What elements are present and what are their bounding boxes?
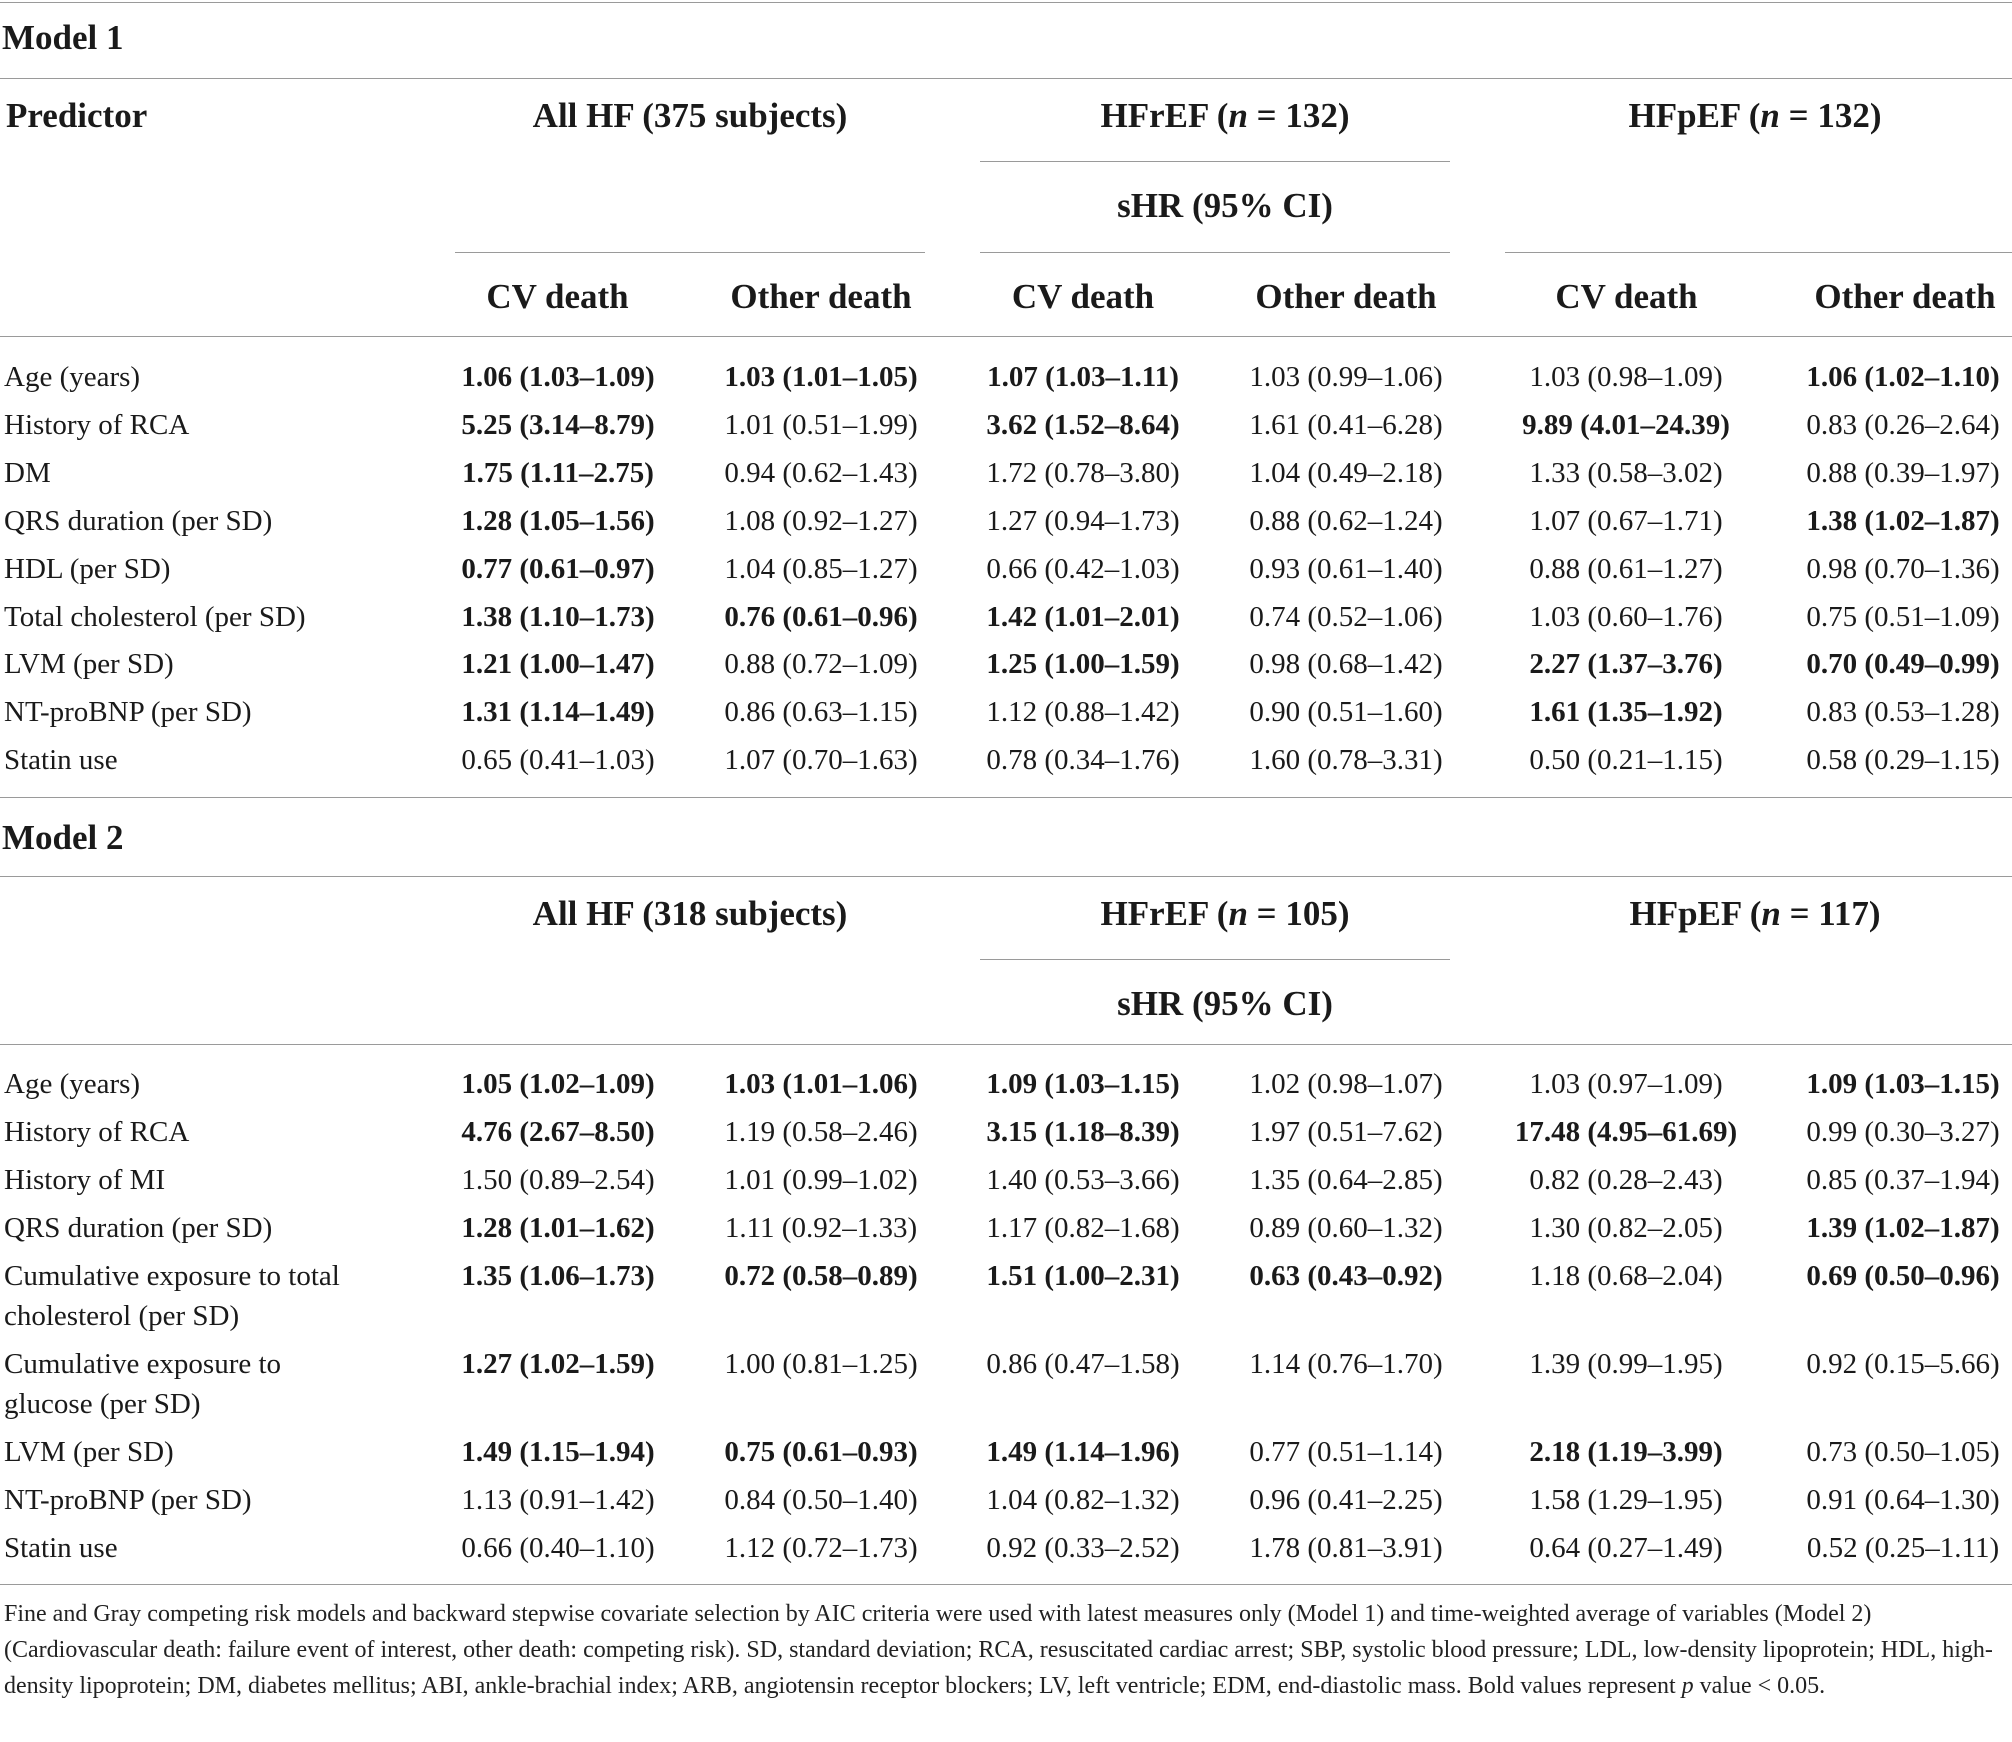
model2-title: Model 2 bbox=[2, 818, 124, 857]
model1-hfref-rule bbox=[980, 161, 1450, 162]
table-cell: 1.28 (1.01–1.62) bbox=[461, 1212, 655, 1244]
predictor-header: Predictor bbox=[6, 96, 148, 135]
table-cell: 1.17 (0.82–1.68) bbox=[986, 1212, 1180, 1244]
table-cell: 2.27 (1.37–3.76) bbox=[1529, 648, 1723, 680]
table-cell: 0.98 (0.70–1.36) bbox=[1806, 553, 2000, 585]
table-cell: 1.27 (1.02–1.59) bbox=[461, 1348, 655, 1380]
table-cell: 1.21 (1.00–1.47) bbox=[461, 648, 655, 680]
table-cell: 1.72 (0.78–3.80) bbox=[986, 457, 1180, 489]
table-cell: 0.86 (0.47–1.58) bbox=[986, 1348, 1180, 1380]
model1-shr-label: sHR (95% CI) bbox=[1117, 186, 1333, 225]
table-cell: 1.31 (1.14–1.49) bbox=[461, 696, 655, 728]
model2-group-hfpef: HFpEF (n = 117) bbox=[1629, 894, 1881, 933]
table-cell: 3.62 (1.52–8.64) bbox=[986, 409, 1180, 441]
row-label: NT-proBNP (per SD) bbox=[4, 1484, 252, 1516]
table-cell: 1.30 (0.82–2.05) bbox=[1529, 1212, 1723, 1244]
table-cell: 1.58 (1.29–1.95) bbox=[1529, 1484, 1723, 1516]
row-label: NT-proBNP (per SD) bbox=[4, 696, 252, 728]
table-cell: 0.96 (0.41–2.25) bbox=[1249, 1484, 1443, 1516]
table-cell: 1.75 (1.11–2.75) bbox=[462, 457, 654, 489]
table-cell: 0.52 (0.25–1.11) bbox=[1806, 1532, 2000, 1564]
table-cell: 1.01 (0.51–1.99) bbox=[724, 409, 918, 441]
table-cell: 0.75 (0.61–0.93) bbox=[724, 1436, 918, 1468]
model2-title-rule bbox=[0, 876, 2012, 877]
table-cell: 1.12 (0.88–1.42) bbox=[986, 696, 1180, 728]
table-bottom-rule bbox=[0, 1584, 2012, 1585]
table-cell: 1.28 (1.05–1.56) bbox=[461, 505, 655, 537]
table-cell: 1.03 (0.98–1.09) bbox=[1529, 361, 1723, 393]
table-cell: 1.00 (0.81–1.25) bbox=[724, 1348, 918, 1380]
table-cell: 0.78 (0.34–1.76) bbox=[986, 744, 1180, 776]
table-cell: 1.49 (1.14–1.96) bbox=[986, 1436, 1180, 1468]
table-footnote: Fine and Gray competing risk models and backward stepwise covariate selection by AIC criteria were used with latest measures only (Model 1) and time-weighted average of variables (Model 2) (Cardiovascular death: failure event of interest, other death: competing risk). SD, standard deviation; RCA, resuscitated cardiac arrest; SBP, systolic blood pressure; LDL, low-density lipoprotein; HDL, high-density lipoprotein; DM, diabetes mellitus; ABI, ankle-brachial index; ARB, angiotensin receptor blockers; LV, left ventricle; EDM, end-diastolic mass. Bold values represent p value < 0.05. bbox=[4, 1601, 1993, 1699]
table-cell: 0.84 (0.50–1.40) bbox=[724, 1484, 918, 1516]
table-cell: 1.02 (0.98–1.07) bbox=[1249, 1068, 1443, 1100]
row-label: DM bbox=[4, 457, 51, 489]
model2-group-all-hf: All HF (318 subjects) bbox=[532, 894, 848, 933]
table-cell: 1.09 (1.03–1.15) bbox=[986, 1068, 1180, 1100]
model2-shr-label: sHR (95% CI) bbox=[1117, 984, 1333, 1023]
table-cell: 0.66 (0.40–1.10) bbox=[461, 1532, 655, 1564]
table-cell: 0.88 (0.72–1.09) bbox=[724, 648, 918, 680]
table-cell: 5.25 (3.14–8.79) bbox=[461, 409, 655, 441]
table-cell: 3.15 (1.18–8.39) bbox=[986, 1116, 1180, 1148]
table-cell: 1.03 (0.99–1.06) bbox=[1249, 361, 1443, 393]
model2-hfref-rule bbox=[980, 959, 1450, 960]
subheader-cv-death-2: CV death bbox=[1011, 277, 1155, 316]
row-label: HDL (per SD) bbox=[4, 553, 171, 585]
table-cell: 1.04 (0.85–1.27) bbox=[724, 553, 918, 585]
table-cell: 1.04 (0.49–2.18) bbox=[1249, 457, 1443, 489]
table-cell: 0.66 (0.42–1.03) bbox=[986, 553, 1180, 585]
table-cell: 1.25 (1.00–1.59) bbox=[986, 648, 1180, 680]
table-cell: 0.76 (0.61–0.96) bbox=[724, 601, 918, 633]
table-cell: 1.01 (0.99–1.02) bbox=[724, 1164, 918, 1196]
table-cell: 0.92 (0.33–2.52) bbox=[986, 1532, 1180, 1564]
table-cell: 1.61 (0.41–6.28) bbox=[1249, 409, 1443, 441]
table-cell: 17.48 (4.95–61.69) bbox=[1514, 1116, 1738, 1148]
table-cell: 1.39 (0.99–1.95) bbox=[1529, 1348, 1723, 1380]
table-cell: 0.98 (0.68–1.42) bbox=[1249, 648, 1443, 680]
table-cell: 0.83 (0.53–1.28) bbox=[1806, 696, 2000, 728]
row-label: History of RCA bbox=[4, 409, 190, 441]
table-cell: 1.49 (1.15–1.94) bbox=[461, 1436, 655, 1468]
model1-header-rule bbox=[0, 336, 2012, 337]
table-cell: 1.38 (1.02–1.87) bbox=[1806, 505, 2000, 537]
table-cell: 1.38 (1.10–1.73) bbox=[461, 601, 655, 633]
row-label: Age (years) bbox=[4, 1068, 141, 1100]
model1-title: Model 1 bbox=[2, 18, 124, 57]
table-cell: 1.27 (0.94–1.73) bbox=[986, 505, 1180, 537]
table-cell: 0.85 (0.37–1.94) bbox=[1806, 1164, 2000, 1196]
table-cell: 1.42 (1.01–2.01) bbox=[986, 601, 1180, 633]
table-cell: 1.03 (1.01–1.05) bbox=[724, 361, 918, 393]
table-cell: 1.35 (1.06–1.73) bbox=[461, 1260, 655, 1292]
table-cell: 0.77 (0.51–1.14) bbox=[1249, 1436, 1443, 1468]
table-cell: 0.72 (0.58–0.89) bbox=[724, 1260, 918, 1292]
subheader-other-death-3: Other death bbox=[1814, 277, 1996, 316]
model2-header-rule bbox=[0, 1044, 2012, 1045]
row-label: Age (years) bbox=[4, 361, 141, 393]
table-cell: 1.11 (0.92–1.33) bbox=[724, 1212, 918, 1244]
model2-group-hfref: HFrEF (n = 105) bbox=[1100, 894, 1350, 933]
table-cell: 1.07 (0.67–1.71) bbox=[1529, 505, 1723, 537]
row-label: Cumulative exposure to glucose (per SD) bbox=[4, 1348, 282, 1420]
row-label: Statin use bbox=[4, 1532, 118, 1564]
table-cell: 1.13 (0.91–1.42) bbox=[461, 1484, 655, 1516]
table-cell: 1.60 (0.78–3.31) bbox=[1249, 744, 1443, 776]
table-cell: 1.78 (0.81–3.91) bbox=[1249, 1532, 1443, 1564]
row-label: QRS duration (per SD) bbox=[4, 1212, 273, 1244]
table-cell: 1.07 (0.70–1.63) bbox=[724, 744, 918, 776]
subheader-cv-death-3: CV death bbox=[1555, 277, 1698, 316]
table-cell: 0.86 (0.63–1.15) bbox=[724, 696, 918, 728]
table-cell: 1.18 (0.68–2.04) bbox=[1529, 1260, 1723, 1292]
table-cell: 1.04 (0.82–1.32) bbox=[986, 1484, 1180, 1516]
table-cell: 1.50 (0.89–2.54) bbox=[461, 1164, 655, 1196]
table-cell: 1.97 (0.51–7.62) bbox=[1249, 1116, 1443, 1148]
table-cell: 1.12 (0.72–1.73) bbox=[724, 1532, 918, 1564]
model1-bottom-rule bbox=[0, 797, 2012, 798]
table-cell: 1.03 (1.01–1.06) bbox=[724, 1068, 918, 1100]
table-cell: 0.92 (0.15–5.66) bbox=[1806, 1348, 2000, 1380]
table-cell: 0.83 (0.26–2.64) bbox=[1806, 409, 2000, 441]
top-rule bbox=[0, 2, 2012, 3]
table-cell: 0.88 (0.62–1.24) bbox=[1249, 505, 1443, 537]
table-cell: 0.93 (0.61–1.40) bbox=[1249, 553, 1443, 585]
row-label: Statin use bbox=[4, 744, 118, 776]
table-cell: 0.90 (0.51–1.60) bbox=[1249, 696, 1443, 728]
table-cell: 0.94 (0.62–1.43) bbox=[724, 457, 918, 489]
model1-title-rule bbox=[0, 78, 2012, 79]
table-cell: 1.05 (1.02–1.09) bbox=[461, 1068, 655, 1100]
table-cell: 0.99 (0.30–3.27) bbox=[1806, 1116, 2000, 1148]
table-cell: 0.88 (0.61–1.27) bbox=[1529, 553, 1723, 585]
table-cell: 0.65 (0.41–1.03) bbox=[461, 744, 655, 776]
table-cell: 1.09 (1.03–1.15) bbox=[1806, 1068, 2000, 1100]
subheader-other-death-1: Other death bbox=[730, 277, 912, 316]
table-cell: 1.03 (0.97–1.09) bbox=[1529, 1068, 1723, 1100]
row-label: History of MI bbox=[4, 1164, 166, 1196]
row-label: LVM (per SD) bbox=[4, 648, 174, 680]
table-cell: 0.50 (0.21–1.15) bbox=[1529, 744, 1723, 776]
table-cell: 0.91 (0.64–1.30) bbox=[1806, 1484, 2000, 1516]
table-cell: 1.07 (1.03–1.11) bbox=[987, 361, 1179, 393]
table-cell: 1.61 (1.35–1.92) bbox=[1529, 696, 1723, 728]
table-cell: 0.64 (0.27–1.49) bbox=[1529, 1532, 1723, 1564]
table-cell: 0.75 (0.51–1.09) bbox=[1806, 601, 2000, 633]
subheader-other-death-2: Other death bbox=[1255, 277, 1437, 316]
table-cell: 1.08 (0.92–1.27) bbox=[724, 505, 918, 537]
table-cell: 0.69 (0.50–0.96) bbox=[1806, 1260, 2000, 1292]
table-cell: 0.58 (0.29–1.15) bbox=[1806, 744, 2000, 776]
table-cell: 2.18 (1.19–3.99) bbox=[1529, 1436, 1723, 1468]
model1-group-hfpef: HFpEF (n = 132) bbox=[1628, 96, 1882, 135]
model1-group-hfref: HFrEF (n = 132) bbox=[1100, 96, 1350, 135]
table-cell: 9.89 (4.01–24.39) bbox=[1522, 409, 1730, 441]
table-cell: 0.77 (0.61–0.97) bbox=[461, 553, 655, 585]
table-cell: 1.14 (0.76–1.70) bbox=[1249, 1348, 1443, 1380]
model1-hfref-rule-2 bbox=[980, 252, 1450, 253]
row-label: Total cholesterol (per SD) bbox=[4, 601, 306, 633]
table-cell: 0.74 (0.52–1.06) bbox=[1249, 601, 1443, 633]
row-label: History of RCA bbox=[4, 1116, 190, 1148]
table-cell: 4.76 (2.67–8.50) bbox=[461, 1116, 655, 1148]
table-cell: 1.35 (0.64–2.85) bbox=[1249, 1164, 1443, 1196]
model1-group-all-hf: All HF (375 subjects) bbox=[532, 96, 848, 135]
table-cell: 0.89 (0.60–1.32) bbox=[1249, 1212, 1443, 1244]
row-label: Cumulative exposure to total cholesterol (per SD) bbox=[4, 1260, 340, 1332]
table-cell: 1.19 (0.58–2.46) bbox=[724, 1116, 918, 1148]
table-cell: 0.63 (0.43–0.92) bbox=[1249, 1260, 1443, 1292]
table-cell: 1.39 (1.02–1.87) bbox=[1806, 1212, 2000, 1244]
table-cell: 0.73 (0.50–1.05) bbox=[1806, 1436, 2000, 1468]
table-cell: 1.33 (0.58–3.02) bbox=[1529, 457, 1723, 489]
row-label: QRS duration (per SD) bbox=[4, 505, 273, 537]
model1-allhf-rule bbox=[455, 252, 925, 253]
table-cell: 0.70 (0.49–0.99) bbox=[1806, 648, 2000, 680]
table-cell: 1.03 (0.60–1.76) bbox=[1529, 601, 1723, 633]
model1-hfpef-rule bbox=[1505, 252, 2012, 253]
table-cell: 1.06 (1.03–1.09) bbox=[461, 361, 655, 393]
subheader-cv-death-1: CV death bbox=[486, 277, 629, 316]
table-cell: 0.88 (0.39–1.97) bbox=[1806, 457, 2000, 489]
table-cell: 0.82 (0.28–2.43) bbox=[1529, 1164, 1723, 1196]
row-label: LVM (per SD) bbox=[4, 1436, 174, 1468]
table-cell: 1.40 (0.53–3.66) bbox=[986, 1164, 1180, 1196]
table-cell: 1.51 (1.00–2.31) bbox=[986, 1260, 1180, 1292]
table-cell: 1.06 (1.02–1.10) bbox=[1806, 361, 2000, 393]
